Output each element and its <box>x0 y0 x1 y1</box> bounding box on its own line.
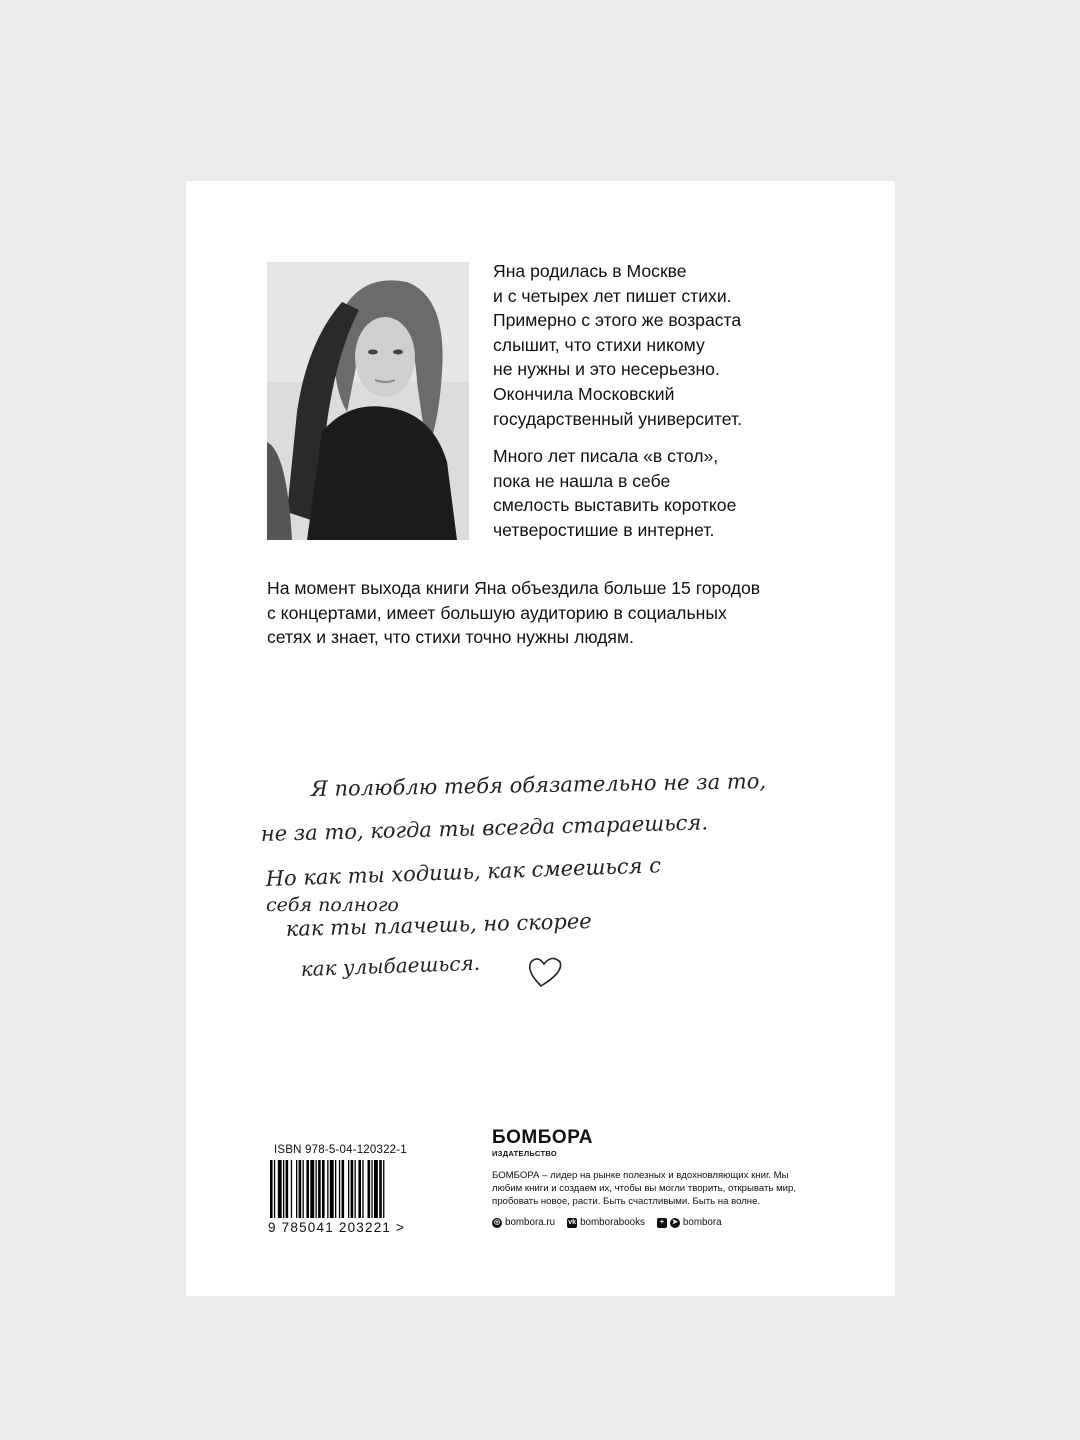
isbn-label: ISBN 978-5-04-120322-1 <box>274 1144 407 1156</box>
telegram-icon: ➤ <box>670 1218 680 1228</box>
bio-line: Яна родилась в Москве <box>493 261 687 281</box>
bio-line: с концертами, имеет большую аудиторию в социальных <box>267 602 727 623</box>
heart-icon <box>530 958 561 986</box>
bio-line: Много лет писала «в стол», <box>493 446 719 467</box>
quote-line: Я полюблю тебя обязательно не за то, <box>310 769 767 801</box>
publisher-subtitle: ИЗДАТЕЛЬСТВО <box>492 1149 557 1158</box>
bio-line: не нужны и это несерьезно. <box>493 359 720 380</box>
globe-icon: ◎ <box>493 1218 501 1226</box>
bio-line: и с четырех лет пишет стихи. <box>493 285 732 306</box>
vk-icon: vk <box>568 1218 576 1226</box>
bio-line: Окончила Московский <box>493 383 675 404</box>
barcode-digits: 9 785041 203221 > <box>268 1220 406 1235</box>
publisher-block <box>492 1128 812 1228</box>
social-label: bombora <box>682 1217 722 1228</box>
quote-line: Но как ты ходишь, как смеешься с <box>265 853 662 891</box>
quote-line: как ты плачешь, но скорее <box>285 908 592 941</box>
bio-paragraph-1 <box>493 259 823 431</box>
bio-line: На момент выхода книги Яна объездила больше 15 городов <box>267 578 761 598</box>
author-photo <box>267 262 469 540</box>
bio-line: государственный университет. <box>493 408 742 429</box>
quote-line: себя полного <box>266 894 399 916</box>
barcode <box>268 1160 433 1218</box>
author-bio-top <box>493 259 823 556</box>
bio-line: слышит, что стихи никому <box>493 334 705 355</box>
bio-line: четверостишие в интернет. <box>493 519 715 540</box>
social-link-vk[interactable] <box>567 1217 645 1228</box>
plus-icon: + <box>657 1218 667 1228</box>
handwritten-quote <box>256 766 816 1006</box>
quote-line: как улыбаешься. <box>300 950 481 981</box>
social-label: bombora.ru <box>505 1217 556 1228</box>
bio-line: сетях и знает, что стихи точно нужны людям. <box>267 627 634 648</box>
social-link-telegram[interactable] <box>657 1217 722 1228</box>
publisher-socials <box>492 1217 812 1228</box>
publisher-description: БОМБОРА – лидер на рынке полезных и вдохновляющих книг. Мы любим книги и создаем их, чтобы вы могли творить, открывать мир, пробовать новое, расти. Быть счастливыми. Быть на волне. <box>492 1170 797 1207</box>
bio-line: смелость выставить короткое <box>493 495 737 516</box>
quote-line: не за то, когда ты всегда стараешься. <box>260 810 709 846</box>
social-link-site[interactable] <box>492 1217 555 1228</box>
bio-paragraph-3 <box>267 576 827 650</box>
bio-line: пока не нашла в себе <box>493 470 671 491</box>
social-label: bomborabooks <box>580 1217 645 1228</box>
bio-line: Примерно с этого же возраста <box>493 310 742 331</box>
publisher-logo: БОМБОРА <box>492 1127 593 1148</box>
isbn-barcode-block <box>268 1144 438 1235</box>
book-back-cover <box>186 181 895 1296</box>
bio-paragraph-2 <box>493 444 823 542</box>
